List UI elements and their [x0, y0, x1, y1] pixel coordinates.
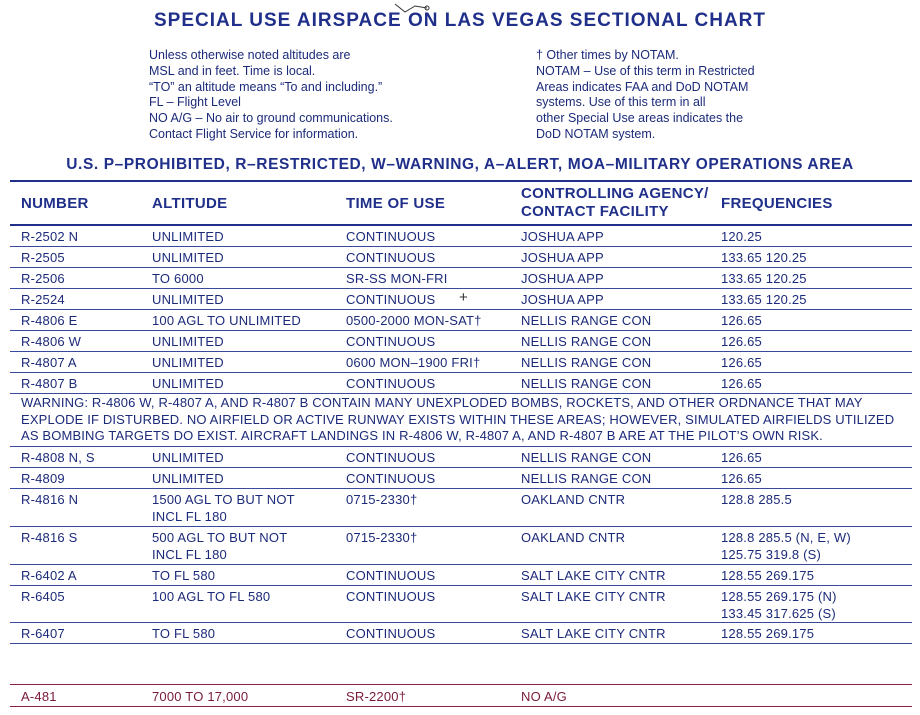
- cell-frequency: 126.65: [721, 376, 762, 391]
- cell-altitude: 100 AGL TO FL 580: [152, 589, 271, 604]
- cell-frequency: [721, 529, 851, 563]
- cell-frequency: 126.65: [721, 471, 762, 486]
- cell-number: R-2505: [21, 250, 65, 265]
- cell-altitude: [152, 491, 295, 525]
- cell-altitude-line: INCL FL 180: [152, 509, 227, 524]
- cell-altitude: UNLIMITED: [152, 229, 224, 244]
- note-line: systems. Use of this term in all: [536, 95, 706, 110]
- cell-frequency: 126.65: [721, 355, 762, 370]
- cell-frequency: 128.55 269.175: [721, 568, 815, 583]
- cell-number: A-481: [21, 689, 57, 704]
- cell-number: R-4809: [21, 471, 65, 486]
- cell-time: CONTINUOUS: [346, 568, 436, 583]
- cell-number: R-4806 W: [21, 334, 82, 349]
- table-top-rule: [10, 180, 912, 182]
- row-divider: [10, 585, 912, 586]
- cell-frequency: 133.65 120.25: [721, 250, 807, 265]
- cell-frequency: 126.65: [721, 313, 762, 328]
- row-divider: [10, 330, 912, 331]
- notes-left: [149, 48, 489, 143]
- cell-frequency: 126.65: [721, 334, 762, 349]
- page-title: SPECIAL USE AIRSPACE ON LAS VEGAS SECTIONAL CHART: [153, 10, 767, 31]
- cell-number: R-2524: [21, 292, 65, 307]
- row-divider: [10, 526, 912, 527]
- row-divider: [10, 309, 912, 310]
- header-agency-line2: CONTACT FACILITY: [521, 203, 669, 220]
- note-line: “TO” an altitude means “To and including.”: [149, 79, 383, 94]
- cell-number: R-4807 B: [21, 376, 78, 391]
- cell-agency: JOSHUA APP: [521, 250, 604, 265]
- cell-time: CONTINUOUS: [346, 626, 436, 641]
- cell-time: CONTINUOUS: [346, 450, 436, 465]
- note-line: FL – Flight Level: [149, 95, 241, 110]
- cell-frequency: 126.65: [721, 450, 762, 465]
- cell-frequency-line: 128.55 269.175 (N): [721, 589, 837, 604]
- note-line: NO A/G – No air to ground communications.: [149, 111, 393, 126]
- cell-altitude: UNLIMITED: [152, 450, 224, 465]
- cell-number: R-6402 A: [21, 568, 77, 583]
- cell-agency: NELLIS RANGE CON: [521, 355, 652, 370]
- cell-altitude: UNLIMITED: [152, 334, 224, 349]
- header-agency: [521, 185, 709, 221]
- cell-number: R-4816 S: [21, 530, 78, 545]
- cell-agency: OAKLAND CNTR: [521, 492, 626, 507]
- cell-frequency-line: 133.45 317.625 (S): [721, 606, 836, 621]
- alert-section-rule: [10, 684, 912, 685]
- header-number: NUMBER: [21, 195, 89, 212]
- note-line: DoD NOTAM system.: [536, 126, 656, 141]
- cell-frequency: 133.65 120.25: [721, 271, 807, 286]
- cell-agency: OAKLAND CNTR: [521, 530, 626, 545]
- cell-time: 0715-2330†: [346, 530, 418, 545]
- cell-altitude: [152, 529, 287, 563]
- cell-agency: NELLIS RANGE CON: [521, 334, 652, 349]
- cell-altitude: UNLIMITED: [152, 376, 224, 391]
- cell-altitude: TO FL 580: [152, 568, 216, 583]
- cell-number: R-4808 N, S: [21, 450, 95, 465]
- cell-agency: NELLIS RANGE CON: [521, 313, 652, 328]
- cell-altitude: UNLIMITED: [152, 471, 224, 486]
- cell-agency: NELLIS RANGE CON: [521, 450, 652, 465]
- table-subtitle: U.S. P–PROHIBITED, R–RESTRICTED, W–WARNING, A–ALERT, MOA–MILITARY OPERATIONS AREA: [66, 156, 854, 173]
- cell-time: 0715-2330†: [346, 492, 418, 507]
- row-divider: [10, 446, 912, 447]
- cell-number: R-4816 N: [21, 492, 79, 507]
- cell-number: R-4807 A: [21, 355, 77, 370]
- cell-frequency: [721, 588, 837, 622]
- cell-frequency: 128.55 269.175: [721, 626, 815, 641]
- cell-number: R-2506: [21, 271, 65, 286]
- cell-number: R-6405: [21, 589, 65, 604]
- row-divider: [10, 246, 912, 247]
- cell-number: R-6407: [21, 626, 65, 641]
- cell-altitude-line: 500 AGL TO BUT NOT: [152, 530, 288, 545]
- cell-frequency-line: 128.8 285.5 (N, E, W): [721, 530, 851, 545]
- cell-time: CONTINUOUS: [346, 589, 436, 604]
- cell-altitude: UNLIMITED: [152, 292, 224, 307]
- cell-time: CONTINUOUS: [346, 292, 436, 307]
- header-bottom-rule: [10, 224, 912, 226]
- cell-altitude: UNLIMITED: [152, 250, 224, 265]
- cell-frequency: 133.65 120.25: [721, 292, 807, 307]
- header-agency-line1: CONTROLLING AGENCY/: [521, 185, 709, 202]
- note-line: Contact Flight Service for information.: [149, 126, 359, 141]
- row-divider: [10, 564, 912, 565]
- cell-time: 0600 MON–1900 FRI†: [346, 355, 481, 370]
- row-divider: [10, 372, 912, 373]
- cell-time: CONTINUOUS: [346, 334, 436, 349]
- row-divider: [10, 622, 912, 623]
- row-divider: [10, 488, 912, 489]
- cell-time: SR-SS MON-FRI: [346, 271, 448, 286]
- cell-altitude: UNLIMITED: [152, 355, 224, 370]
- cell-agency: NO A/G: [521, 689, 567, 704]
- notes-right: [536, 48, 836, 143]
- alert-row-divider: [10, 706, 912, 707]
- cell-time: CONTINUOUS: [346, 250, 436, 265]
- warning-note: WARNING: R-4806 W, R-4807 A, AND R-4807 B CONTAIN MANY UNEXPLODED BOMBS, ROCKETS, AND OTHER ORDNANCE THAT MAY EXPLODE IF DISTURBED. NO AIRFIELD OR ACTIVE RUNWAY EXISTS WITHIN THESE AREAS; HOWEVER, SIMULATED AIRFIELDS UTILIZED AS BOMBING TARGETS DO EXIST. AIRCRAFT LANDINGS IN R-4806 W, R-4807 A, AND R-4807 B ARE AT THE PILOT’S OWN RISK.: [21, 395, 895, 443]
- cell-altitude: TO FL 580: [152, 626, 216, 641]
- cell-time: CONTINUOUS: [346, 471, 436, 486]
- header-time-of-use: TIME OF USE: [346, 195, 446, 212]
- note-line: † Other times by NOTAM.: [536, 48, 679, 62]
- note-line: other Special Use areas indicates the: [536, 111, 744, 126]
- note-line: NOTAM – Use of this term in Restricted: [536, 63, 755, 78]
- cell-altitude: TO 6000: [152, 271, 204, 286]
- cell-number: R-4806 E: [21, 313, 78, 328]
- note-line: Unless otherwise noted altitudes are: [149, 48, 351, 62]
- row-divider: [10, 393, 912, 394]
- cell-time: SR-2200†: [346, 689, 407, 704]
- cell-agency: SALT LAKE CITY CNTR: [521, 568, 666, 583]
- note-line: MSL and in feet. Time is local.: [149, 63, 316, 78]
- row-divider: [10, 351, 912, 352]
- header-altitude: ALTITUDE: [152, 195, 228, 212]
- row-divider: [10, 467, 912, 468]
- cell-altitude: 7000 TO 17,000: [152, 689, 249, 704]
- cell-agency: SALT LAKE CITY CNTR: [521, 589, 666, 604]
- cell-frequency-line: 125.75 319.8 (S): [721, 547, 822, 562]
- cell-agency: JOSHUA APP: [521, 271, 604, 286]
- header-frequencies: FREQUENCIES: [721, 195, 833, 212]
- cell-time: CONTINUOUS: [346, 229, 436, 244]
- cell-time: 0500-2000 MON-SAT†: [346, 313, 482, 328]
- cell-agency: JOSHUA APP: [521, 292, 604, 307]
- row-divider: [10, 267, 912, 268]
- note-line: Areas indicates FAA and DoD NOTAM: [536, 79, 749, 94]
- cell-time: CONTINUOUS: [346, 376, 436, 391]
- cell-altitude-line: 1500 AGL TO BUT NOT: [152, 492, 295, 507]
- cell-agency: SALT LAKE CITY CNTR: [521, 626, 666, 641]
- cell-number: R-2502 N: [21, 229, 79, 244]
- cell-frequency: 128.8 285.5: [721, 492, 792, 507]
- cell-altitude: 100 AGL TO UNLIMITED: [152, 313, 301, 328]
- cell-agency: NELLIS RANGE CON: [521, 376, 652, 391]
- cell-agency: JOSHUA APP: [521, 229, 604, 244]
- cell-frequency: 120.25: [721, 229, 762, 244]
- cell-altitude-line: INCL FL 180: [152, 547, 227, 562]
- cell-agency: NELLIS RANGE CON: [521, 471, 652, 486]
- row-divider: [10, 643, 912, 644]
- crosshair-icon: +: [459, 289, 468, 306]
